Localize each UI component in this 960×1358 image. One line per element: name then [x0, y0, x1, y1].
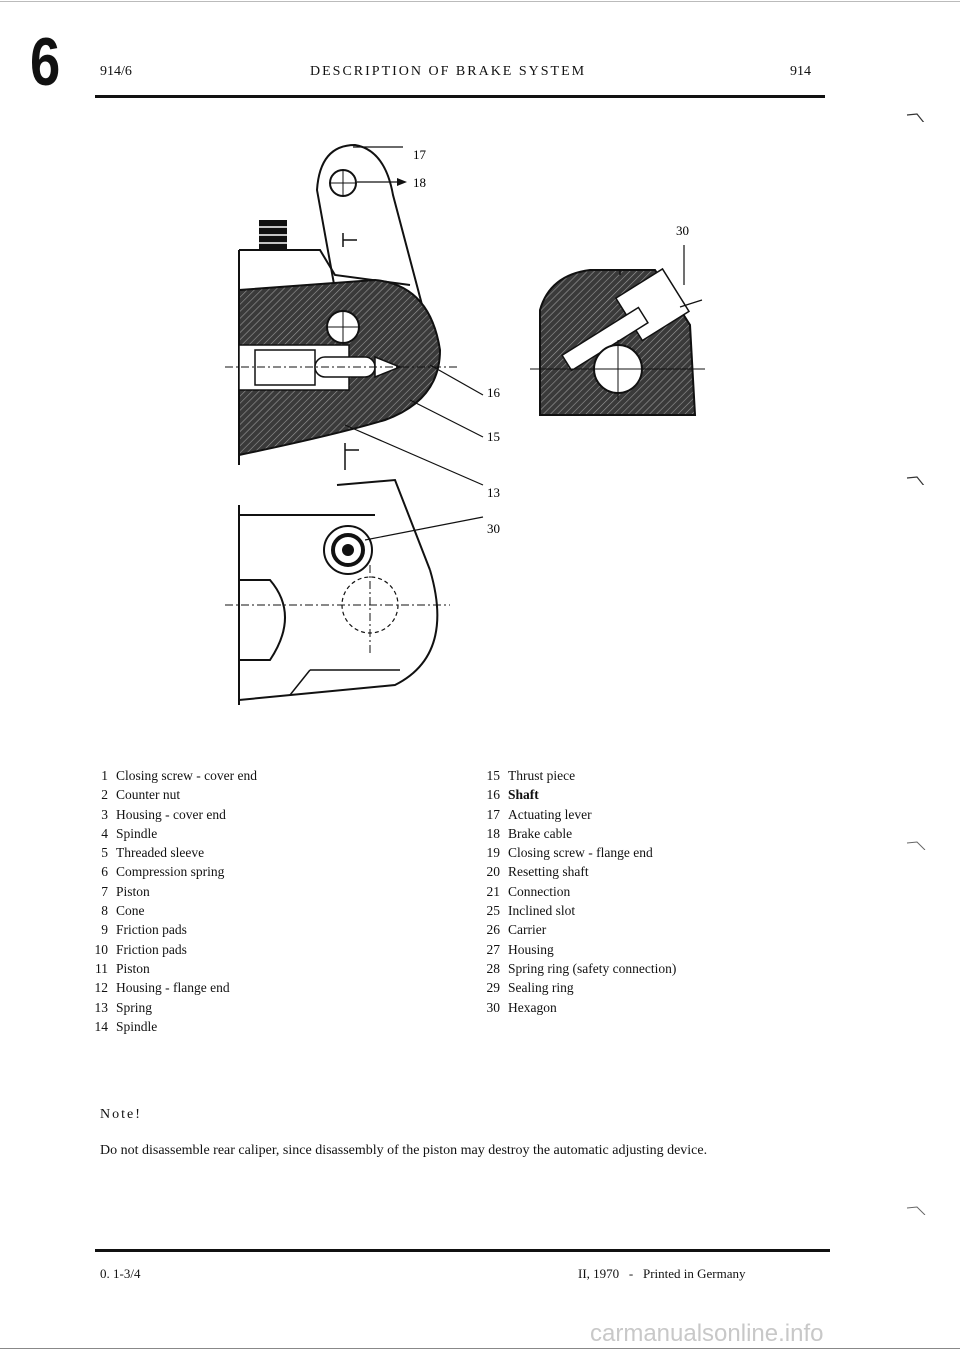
- callout-18: 18: [413, 175, 426, 190]
- legend-item: 19 Closing screw - flange end: [486, 845, 653, 861]
- legend-item: 27 Housing: [486, 941, 554, 957]
- footer-print-info: II, 1970 - Printed in Germany: [578, 1266, 746, 1281]
- header-page-code: 914/6: [100, 64, 132, 79]
- legend-item: 2 Counter nut: [101, 787, 181, 803]
- legend-item: 17 Actuating lever: [486, 806, 592, 822]
- legend-item: 18 Brake cable: [486, 825, 573, 841]
- margin-mark: [905, 1205, 927, 1215]
- footer-rule: [95, 1249, 830, 1252]
- legend-item: 4 Spindle: [101, 825, 158, 841]
- legend-item: 5 Threaded sleeve: [101, 845, 205, 861]
- legend-item: 15 Thrust piece: [486, 768, 576, 783]
- margin-mark: [905, 840, 927, 850]
- header-title: DESCRIPTION OF BRAKE SYSTEM: [310, 64, 587, 79]
- legend-item: 21 Connection: [486, 883, 571, 899]
- callout-17: 17: [413, 147, 426, 162]
- legend-item: 11 Piston: [95, 960, 150, 976]
- header-model: 914: [790, 64, 811, 79]
- footer-page-ref: 0. 1-3/4: [100, 1266, 141, 1281]
- legend-item: 25 Inclined slot: [486, 903, 576, 919]
- legend-left-column: [84, 766, 257, 1036]
- scan-top-edge: [0, 1, 960, 2]
- hexagon-detail-drawing: [530, 215, 710, 430]
- callout-16: 16: [487, 385, 500, 400]
- callout-detail-30: 30: [676, 223, 689, 238]
- margin-mark: [905, 112, 927, 122]
- scan-bottom-edge: [0, 1348, 960, 1349]
- legend-item: 8 Cone: [101, 903, 145, 919]
- legend-item: 26 Carrier: [486, 922, 547, 938]
- note-heading: Note!: [100, 1107, 142, 1122]
- header-rule: [95, 95, 825, 98]
- legend-item: 20 Resetting shaft: [486, 864, 589, 880]
- margin-mark: [905, 475, 927, 485]
- legend-item: 16 Shaft: [486, 787, 539, 803]
- legend-item: 30 Hexagon: [486, 999, 557, 1015]
- callout-30: 30: [487, 521, 500, 536]
- legend-item: 6 Compression spring: [101, 864, 225, 880]
- legend-item: 14 Spindle: [94, 1018, 158, 1034]
- legend-item: 1 Closing screw - cover end: [101, 768, 257, 783]
- legend-item: 7 Piston: [101, 883, 150, 899]
- legend-right-column: [476, 766, 676, 1017]
- legend-item: 13 Spring: [94, 999, 153, 1015]
- watermark: carmanualsonline.info: [590, 1320, 824, 1347]
- section-number: 6: [30, 24, 59, 100]
- legend-item: 10 Friction pads: [94, 941, 187, 957]
- legend-item: 3 Housing - cover end: [101, 806, 226, 822]
- legend-item: 29 Sealing ring: [486, 980, 574, 996]
- callout-13: 13: [487, 485, 500, 500]
- note-body: Do not disassemble rear caliper, since disassembly of the piston may destroy the automatic adjusting device.: [100, 1143, 708, 1158]
- legend-item: 9 Friction pads: [101, 922, 187, 938]
- legend-item: 12 Housing - flange end: [94, 980, 230, 996]
- legend-item: 28 Spring ring (safety connection): [486, 960, 677, 976]
- caliper-drawing: [225, 135, 525, 710]
- callout-15: 15: [487, 429, 500, 444]
